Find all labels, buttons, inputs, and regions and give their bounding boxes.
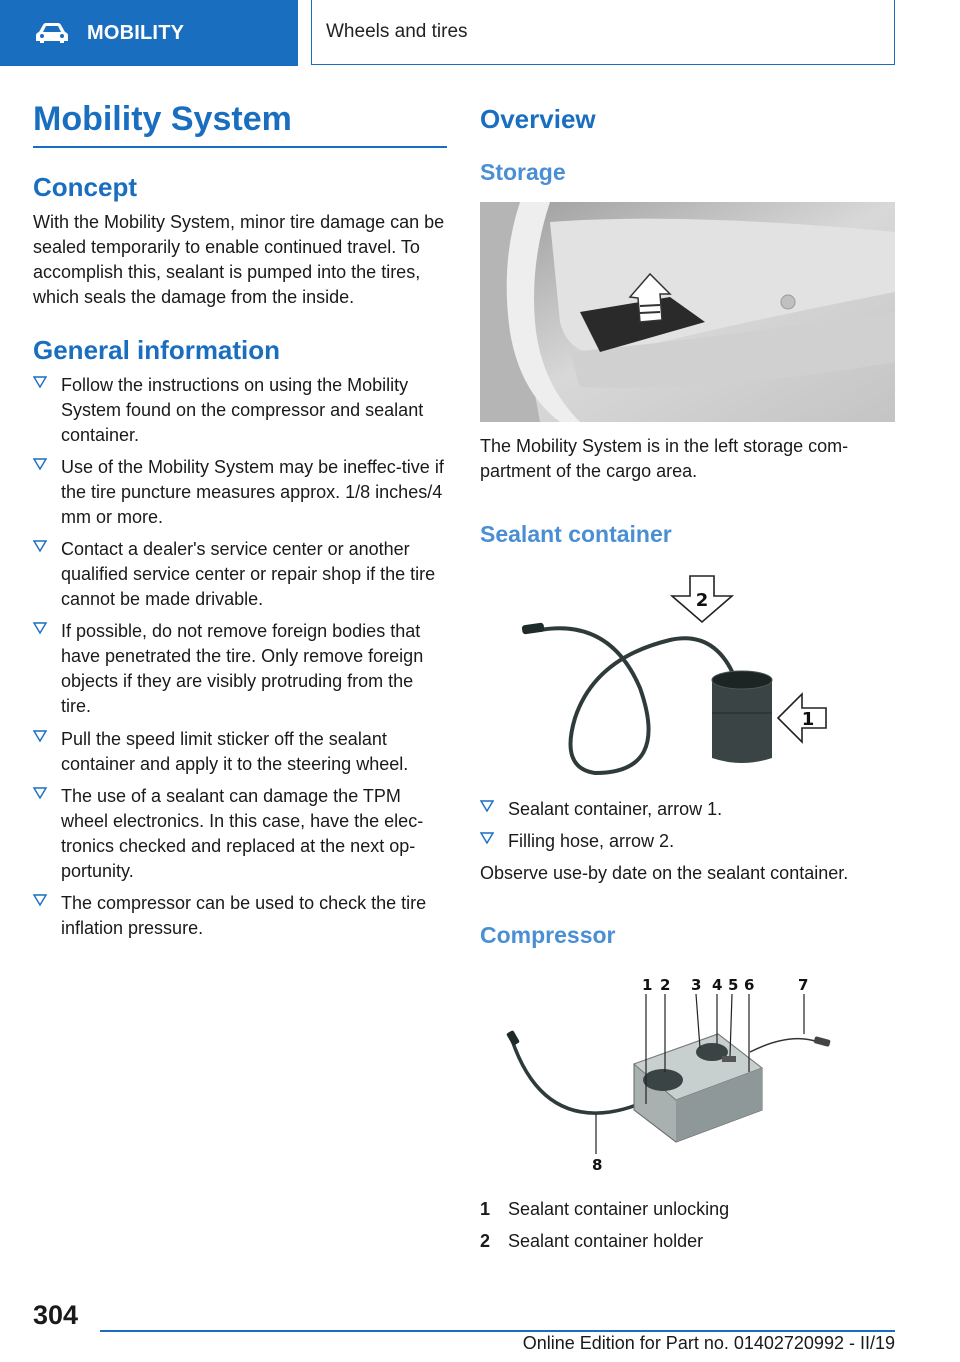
triangle-bullet-icon [33,786,47,800]
overview-heading: Overview [480,104,596,134]
triangle-bullet-icon [480,799,494,813]
compressor-label: 8 [592,1156,603,1172]
section-label: MOBILITY [87,21,185,44]
chapter-tab[interactable] [311,0,895,65]
bullet-text: The compressor can be used to check the tire inflation pressure. [61,893,427,938]
compressor-label: 3 [691,976,702,994]
bullet-text: Filling hose, arrow 2. [508,831,675,851]
sealant-container-heading: Sealant container [480,521,672,547]
bullet-text: If possible, do not remove foreign bodies that have penetrated the tire. Only remove foreign objects if they are visibly protruding from the tire. [61,621,424,716]
storage-heading: Storage [480,159,566,185]
triangle-bullet-icon [480,831,494,845]
section-tab-mobility[interactable] [0,0,298,66]
list-item [33,455,447,530]
concept-text: With the Mobility System, minor tire damage can be sealed temporarily to enable continued travel. To accomplish this, sealant is pumped into the tires, which seals the damage from the inside. [33,212,445,307]
bullet-text: Pull the speed limit sticker off the sealant container and apply it to the steering wheel. [61,729,409,774]
list-item [33,727,447,777]
list-item [480,829,895,854]
bullet-text: Follow the instructions on using the Mobility System found on the compressor and sealant container. [61,375,424,445]
triangle-bullet-icon [33,621,47,635]
item-text: Sealant container holder [508,1231,704,1251]
sealant-arrow-label: 1 [801,709,815,730]
storage-text: The Mobility System is in the left storage com‐partment of the cargo area. [480,436,849,481]
compressor-label: 2 [660,976,671,994]
triangle-bullet-icon [33,375,47,389]
triangle-bullet-icon [33,457,47,471]
general-information-heading: General information [33,335,281,365]
title-rule [33,146,447,148]
bullet-text: Sealant container, arrow 1. [508,799,723,819]
item-number: 2 [480,1231,491,1251]
bullet-text: Contact a dealer's service center or another qualified service center or repair shop if the tire cannot be made drivable. [61,539,436,609]
concept-heading: Concept [33,172,137,202]
compressor-label: 7 [798,976,809,994]
footer-rule [100,1330,895,1332]
page-title: Mobility System [33,100,292,138]
page-header [0,0,960,66]
triangle-bullet-icon [33,729,47,743]
compressor-heading: Compressor [480,922,616,948]
triangle-bullet-icon [33,893,47,907]
storage-compartment-image [480,202,895,422]
sealant-arrow-label: 2 [695,590,709,611]
compressor-figure [500,972,840,1172]
list-item [33,373,447,448]
bullet-text: The use of a sealant can damage the TPM wheel electronics. In this case, have the elec‐tronics checked and replaced at the next op‐portunity. [61,786,424,881]
page-number: 304 [33,1300,79,1330]
list-item [33,619,447,719]
compressor-label: 5 [728,976,739,994]
list-item [33,784,447,884]
edition-text: Online Edition for Part no. 01402720992 - II/19 [522,1333,895,1353]
compressor-label: 4 [712,976,723,994]
list-item [480,1197,895,1222]
list-item [480,797,895,822]
list-item [480,1229,895,1254]
item-text: Sealant container unlocking [508,1199,730,1219]
compressor-label: 1 [642,976,653,994]
sealant-note: Observe use-by date on the sealant container. [480,863,849,883]
item-number: 1 [480,1199,491,1219]
chapter-label: Wheels and tires [326,21,468,42]
car-icon [35,22,69,44]
list-item [33,891,447,941]
list-item [33,537,447,612]
bullet-text: Use of the Mobility System may be ineffec‐tive if the tire puncture measures approx. 1/8 inches/4 mm or more. [61,457,444,527]
compressor-label: 6 [744,976,755,994]
triangle-bullet-icon [33,539,47,553]
sealant-container-figure [500,568,840,778]
